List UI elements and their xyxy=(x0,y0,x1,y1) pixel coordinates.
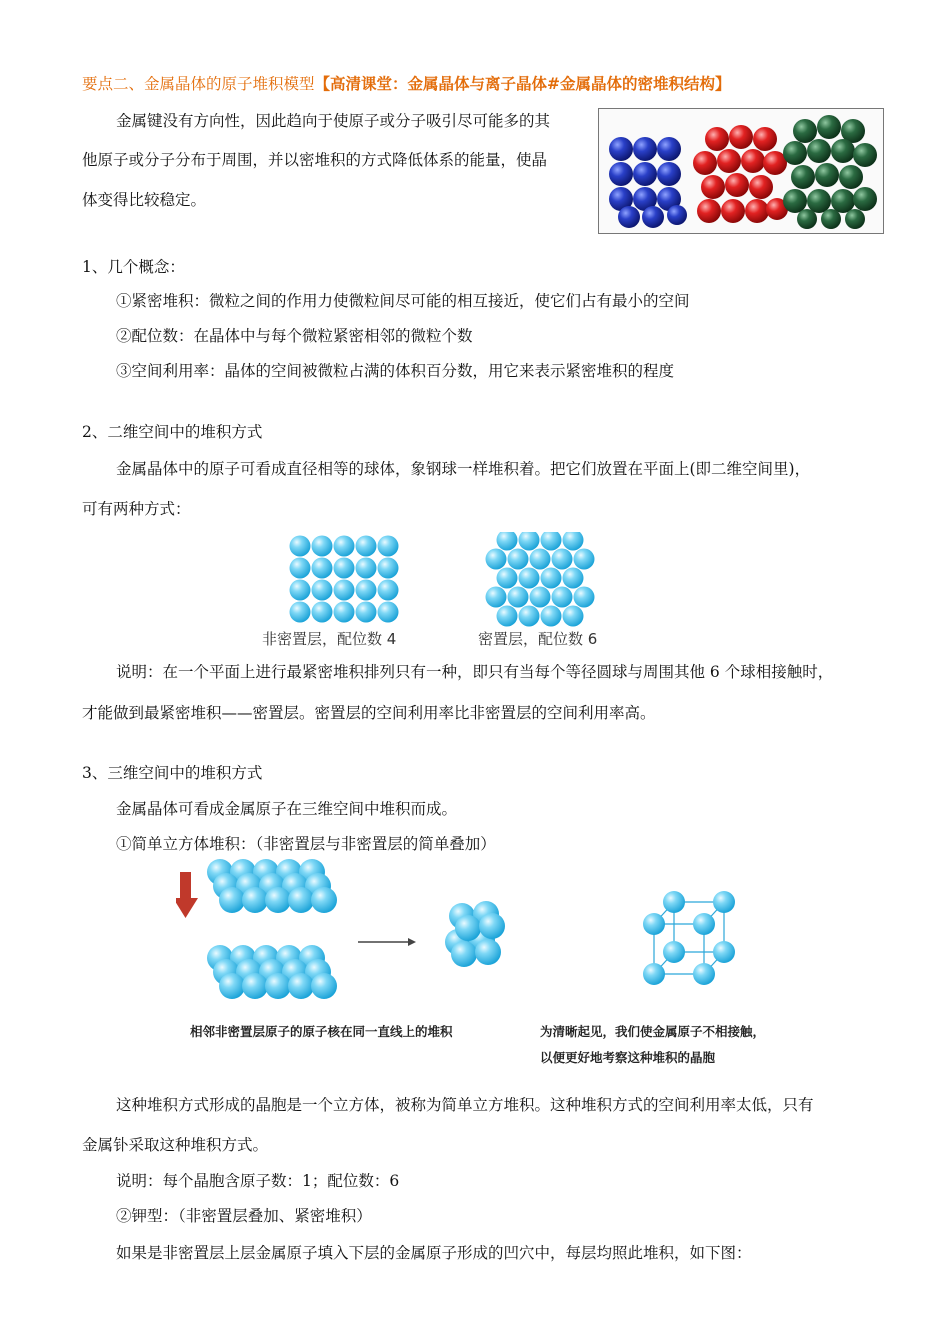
close-packed-layer-diagram xyxy=(486,532,595,627)
section-link[interactable]: 【高清课堂：金属晶体与离子晶体#金属晶体的密堆积结构】 xyxy=(314,74,731,93)
atom-sphere xyxy=(541,568,562,589)
atom-sphere xyxy=(479,913,505,939)
potassium-type-title: ②钾型：（非密置层叠加、紧密堆积） xyxy=(116,1207,372,1225)
atom-sphere xyxy=(356,602,377,623)
simple-cubic-title: ①简单立方体堆积：（非密置层与非密置层的简单叠加） xyxy=(116,835,496,853)
packed-cube-spheres xyxy=(445,901,505,967)
figure-caption-left: 相邻非密置层原子的原子核在同一直线上的堆积 xyxy=(190,1024,453,1039)
atom-sphere xyxy=(288,973,314,999)
upper-layer-spheres xyxy=(207,859,337,913)
atom-sphere xyxy=(451,941,477,967)
atom-sphere xyxy=(312,558,333,579)
atom-sphere xyxy=(519,606,540,627)
atom-sphere xyxy=(574,587,595,608)
atom-sphere xyxy=(563,606,584,627)
figure-caption-right-2: 以便更好地考察这种堆积的晶胞 xyxy=(540,1050,716,1065)
right-arrow-icon xyxy=(358,938,416,946)
atom-sphere xyxy=(290,558,311,579)
atom-sphere xyxy=(574,549,595,570)
three-d-intro: 金属晶体可看成金属原子在三维空间中堆积而成。 xyxy=(116,800,458,818)
concept-item-2: ②配位数：在晶体中与每个微粒紧密相邻的微粒个数 xyxy=(116,327,473,345)
three-d-para-line-1: 这种堆积方式形成的晶胞是一个立方体，被称为简单立方堆积。这种堆积方式的空间利用率太低，只有 xyxy=(116,1096,814,1114)
atom-sphere xyxy=(455,915,481,941)
lower-layer-spheres xyxy=(207,945,337,999)
concepts-heading: 1、几个概念： xyxy=(82,258,185,276)
atom-sphere xyxy=(290,602,311,623)
atom-sphere xyxy=(312,536,333,557)
atom-sphere xyxy=(486,587,507,608)
atom-sphere xyxy=(334,602,355,623)
atom-sphere xyxy=(219,887,245,913)
concept-item-1: ①紧密堆积：微粒之间的作用力使微粒间尽可能的相互接近，使它们占有最小的空间 xyxy=(116,292,690,310)
atom-sphere xyxy=(541,532,562,551)
simple-cubic-note: 说明：每个晶胞含原子数：1；配位数：6 xyxy=(116,1172,400,1190)
atom-sphere xyxy=(356,580,377,601)
atom-sphere xyxy=(497,568,518,589)
atom-sphere xyxy=(563,568,584,589)
three-d-para-line-2: 金属钋采取这种堆积方式。 xyxy=(82,1136,269,1154)
atom-sphere xyxy=(290,580,311,601)
atom-sphere xyxy=(334,536,355,557)
atom-sphere xyxy=(541,606,562,627)
crystal-models-photo xyxy=(598,108,884,234)
section-title: 要点二、金属晶体的原子堆积模型 xyxy=(82,75,315,93)
atom-sphere xyxy=(486,549,507,570)
atom-sphere xyxy=(312,580,333,601)
two-d-note-line-2: 才能做到最紧密堆积——密置层。密置层的空间利用率比非密置层的空间利用率高。 xyxy=(82,704,656,722)
blue-cubic-model xyxy=(609,137,687,228)
two-d-para-line-2: 可有两种方式： xyxy=(82,500,191,518)
potassium-type-para: 如果是非密置层上层金属原子填入下层的金属原子形成的凹穴中，每层均照此堆积，如下图： xyxy=(116,1244,752,1262)
two-d-packing-figure xyxy=(280,532,620,628)
atom-sphere xyxy=(475,939,501,965)
atom-sphere xyxy=(311,887,337,913)
green-hcp-model xyxy=(783,115,877,229)
atom-sphere xyxy=(497,532,518,551)
atom-sphere xyxy=(288,887,314,913)
two-d-heading: 2、二维空间中的堆积方式 xyxy=(82,423,263,441)
figure-caption-right-1: 为清晰起见，我们使金属原子不相接触， xyxy=(540,1024,766,1039)
atom-sphere xyxy=(508,549,529,570)
intro-line-2: 他原子或分子分布于周围，并以密堆积的方式降低体系的能量，使晶 xyxy=(82,151,548,169)
intro-line-1: 金属键没有方向性，因此趋向于使原子或分子吸引尽可能多的其 xyxy=(116,112,551,130)
three-d-heading: 3、三维空间中的堆积方式 xyxy=(82,764,263,782)
atom-sphere xyxy=(265,973,291,999)
atom-sphere xyxy=(530,587,551,608)
atom-sphere xyxy=(552,587,573,608)
two-d-para-line-1: 金属晶体中的原子可看成直径相等的球体，象钢球一样堆积着。把它们放置在平面上(即二维空间里)， xyxy=(116,460,811,478)
atom-sphere xyxy=(311,973,337,999)
simple-cubic-figure xyxy=(176,858,796,1048)
non-close-packed-layer-diagram xyxy=(290,536,399,623)
atom-sphere xyxy=(563,532,584,551)
down-arrow-icon xyxy=(176,872,198,918)
atom-sphere xyxy=(378,558,399,579)
atom-sphere xyxy=(356,536,377,557)
atom-sphere xyxy=(312,602,333,623)
atom-sphere xyxy=(519,568,540,589)
atom-sphere xyxy=(356,558,377,579)
atom-sphere xyxy=(242,973,268,999)
caption-close-packed: 密置层，配位数 6 xyxy=(478,630,598,648)
atom-sphere xyxy=(530,549,551,570)
atom-sphere xyxy=(508,587,529,608)
concept-item-3: ③空间利用率：晶体的空间被微粒占满的体积百分数，用它来表示紧密堆积的程度 xyxy=(116,362,675,380)
two-d-note-line-1: 说明：在一个平面上进行最紧密堆积排列只有一种，即只有当每个等径圆球与周围其他 6 个球相接触时， xyxy=(116,663,834,681)
intro-line-3: 体变得比较稳定。 xyxy=(82,191,207,209)
atom-sphere xyxy=(378,536,399,557)
atom-sphere xyxy=(242,887,268,913)
section-heading xyxy=(82,72,731,94)
atom-sphere xyxy=(334,580,355,601)
atom-sphere xyxy=(334,558,355,579)
atom-sphere xyxy=(552,549,573,570)
unit-cell-diagram xyxy=(643,891,735,985)
red-fcc-model xyxy=(693,125,788,223)
caption-non-close-packed: 非密置层，配位数 4 xyxy=(262,630,397,648)
atom-sphere xyxy=(290,536,311,557)
atom-sphere xyxy=(219,973,245,999)
atom-sphere xyxy=(497,606,518,627)
atom-sphere xyxy=(378,602,399,623)
atom-sphere xyxy=(519,532,540,551)
atom-sphere xyxy=(378,580,399,601)
atom-sphere xyxy=(265,887,291,913)
